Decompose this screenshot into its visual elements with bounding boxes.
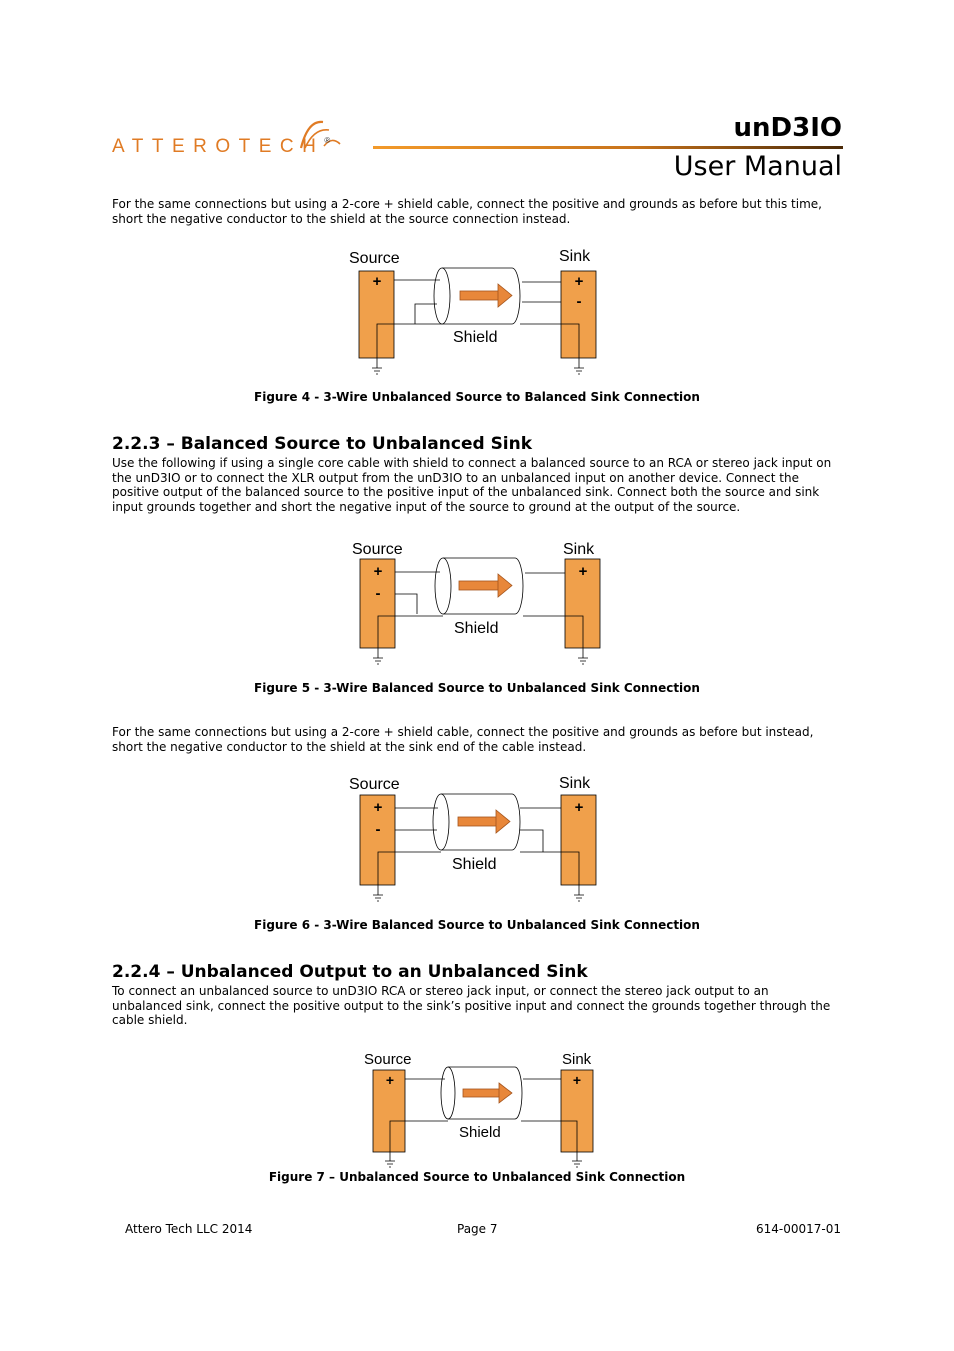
sink-plus: + — [572, 1072, 582, 1088]
sink-plus: + — [578, 563, 588, 580]
figure-4-diagram — [340, 244, 610, 376]
footer-page-number: Page 7 — [457, 1222, 498, 1236]
signal-arrow-icon — [463, 1083, 512, 1103]
header-rule — [373, 146, 843, 149]
section-2-2-3-heading: 2.2.3 – Balanced Source to Unbalanced Sink — [112, 434, 533, 454]
sink-minus: - — [576, 293, 582, 310]
logo-text: ATTEROTECH — [112, 136, 325, 157]
sink-label: Sink — [563, 541, 595, 558]
figure-7-diagram — [355, 1045, 615, 1170]
figure-5-diagram — [342, 536, 612, 668]
sink-label: Sink — [559, 775, 591, 792]
sink-label: Sink — [562, 1051, 592, 1068]
paragraph-3: For the same connections but using a 2-core + shield cable, connect the positive and grounds as before but instead, short the negative conductor to the shield at the sink end of the cable instead. — [112, 725, 814, 754]
footer-document-number: 614-00017-01 — [755, 1222, 841, 1236]
signal-arrow-icon — [460, 284, 512, 307]
figure-6-caption: Figure 6 - 3-Wire Balanced Source to Unbalanced Sink Connection — [254, 918, 700, 932]
sink-plus: + — [574, 799, 584, 816]
shield-label: Shield — [453, 329, 498, 346]
document-subtitle: User Manual — [673, 151, 842, 182]
sink-label: Sink — [559, 248, 591, 265]
shield-label: Shield — [459, 1124, 501, 1141]
shield-label: Shield — [454, 620, 499, 637]
source-plus: + — [373, 563, 383, 580]
registered-mark: ® — [324, 136, 331, 145]
figure-7-caption: Figure 7 – Unbalanced Source to Unbalanced Sink Connection — [268, 1170, 686, 1184]
section-2-2-4-heading: 2.2.4 – Unbalanced Output to an Unbalanced Sink — [112, 962, 588, 982]
sink-plus: + — [574, 273, 584, 290]
paragraph-4: To connect an unbalanced source to unD3IO RCA or stereo jack input, or connect the stereo jack output to an unbalanced sink, connect the positive output to the sink’s positive input and connect the grounds together through the cable shield. — [112, 984, 831, 1028]
figure-6-diagram — [340, 770, 610, 902]
paragraph-2: Use the following if using a single core cable with shield to connect a balanced source to an RCA or stereo jack input on the unD3IO or to connect the XLR output from the unD3IO to an unbalanced input on another device. Connect the positive output of the balanced source to the positive input of the unbalanced sink. Connect both the source and sink input grounds together and short the negative input of the source to ground at the output of the source. — [112, 456, 832, 514]
source-plus: + — [385, 1072, 395, 1088]
paragraph-1: For the same connections but using a 2-core + shield cable, connect the positive and grounds as before but this time, short the negative conductor to the shield at the source connection instead. — [112, 197, 822, 226]
source-minus: - — [375, 821, 381, 838]
figure-4-caption: Figure 4 - 3-Wire Unbalanced Source to Balanced Sink Connection — [254, 390, 700, 404]
figure-5-caption: Figure 5 - 3-Wire Balanced Source to Unbalanced Sink Connection — [254, 681, 700, 695]
signal-arrow-icon — [458, 810, 510, 833]
shield-label: Shield — [452, 856, 497, 873]
document-title: unD3IO — [733, 113, 842, 143]
source-label: Source — [349, 776, 400, 793]
source-label: Source — [352, 541, 403, 558]
source-plus: + — [373, 799, 383, 816]
footer-company: Attero Tech LLC 2014 — [125, 1222, 253, 1236]
logo — [112, 136, 330, 158]
source-label: Source — [349, 250, 400, 267]
source-plus: + — [372, 273, 382, 290]
signal-arrow-icon — [459, 574, 512, 597]
source-minus: - — [375, 585, 381, 602]
source-label: Source — [364, 1051, 412, 1068]
